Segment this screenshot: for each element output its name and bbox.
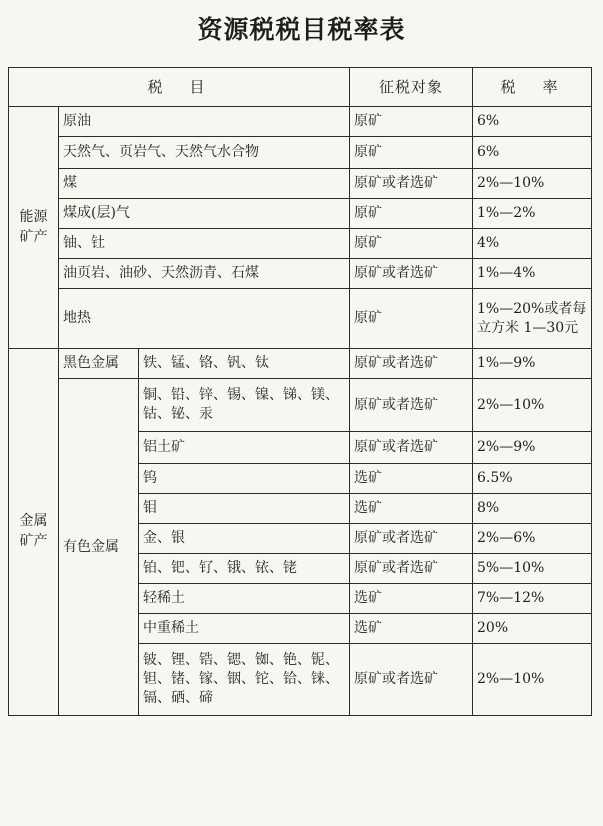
- category-energy: 能源 矿产: [9, 107, 59, 349]
- row-object: 原矿: [350, 289, 473, 349]
- table-row: [9, 199, 592, 229]
- row-rate: 1%—9%: [473, 349, 592, 379]
- row-item: 天然气、页岩气、天然气水合物: [59, 137, 350, 169]
- row-object: 原矿或者选矿: [350, 379, 473, 432]
- table-row: [9, 379, 592, 432]
- row-object: 选矿: [350, 584, 473, 614]
- row-object: 原矿: [350, 137, 473, 169]
- row-item: 煤: [59, 169, 350, 199]
- row-object: 原矿或者选矿: [350, 432, 473, 464]
- row-rate: 7%—12%: [473, 584, 592, 614]
- row-item: 铍、锂、锆、锶、铷、铯、铌、钽、锗、镓、铟、铊、铪、铼、镉、硒、碲: [139, 644, 350, 716]
- row-item: 铀、钍: [59, 229, 350, 259]
- row-rate: 2%—10%: [473, 379, 592, 432]
- row-rate: 1%—2%: [473, 199, 592, 229]
- subcategory-ferrous: 黑色金属: [59, 349, 139, 379]
- row-item: 金、银: [139, 524, 350, 554]
- row-item: 地热: [59, 289, 350, 349]
- row-item: 原油: [59, 107, 350, 137]
- row-rate: 2%—10%: [473, 169, 592, 199]
- row-item: 钨: [139, 464, 350, 494]
- row-object: 原矿或者选矿: [350, 524, 473, 554]
- page-title: 资源税税目税率表: [197, 15, 406, 44]
- header-item: 税 目: [9, 68, 350, 107]
- row-rate: 4%: [473, 229, 592, 259]
- row-rate: 6%: [473, 107, 592, 137]
- row-item: 钼: [139, 494, 350, 524]
- row-object: 原矿: [350, 229, 473, 259]
- row-rate: 1%—20%或者每立方米 1—30元: [473, 289, 592, 349]
- row-object: 原矿或者选矿: [350, 644, 473, 716]
- row-rate: 5%—10%: [473, 554, 592, 584]
- row-item: 铝土矿: [139, 432, 350, 464]
- row-item: 铂、钯、钌、锇、铱、铑: [139, 554, 350, 584]
- row-rate: 2%—10%: [473, 644, 592, 716]
- row-item: 铁、锰、铬、钒、钛: [139, 349, 350, 379]
- row-object: 原矿: [350, 199, 473, 229]
- subcategory-nonferrous: 有色金属: [59, 379, 139, 716]
- row-object: 原矿或者选矿: [350, 259, 473, 289]
- table-header-row: [9, 68, 592, 107]
- row-rate: 2%—6%: [473, 524, 592, 554]
- row-rate: 20%: [473, 614, 592, 644]
- row-rate: 8%: [473, 494, 592, 524]
- row-object: 选矿: [350, 464, 473, 494]
- row-object: 原矿: [350, 107, 473, 137]
- header-object: 征税对象: [350, 68, 473, 107]
- row-rate: 2%—9%: [473, 432, 592, 464]
- table-row: [9, 289, 592, 349]
- table-row: [9, 107, 592, 137]
- row-item: 油页岩、油砂、天然沥青、石煤: [59, 259, 350, 289]
- row-rate: 6.5%: [473, 464, 592, 494]
- row-object: 选矿: [350, 614, 473, 644]
- row-item: 煤成(层)气: [59, 199, 350, 229]
- row-object: 选矿: [350, 494, 473, 524]
- row-object: 原矿或者选矿: [350, 169, 473, 199]
- row-rate: 6%: [473, 137, 592, 169]
- table-row: [9, 137, 592, 169]
- row-rate: 1%—4%: [473, 259, 592, 289]
- table-row: [9, 229, 592, 259]
- table-row: [9, 169, 592, 199]
- table-row: [9, 349, 592, 379]
- row-item: 铜、铅、锌、锡、镍、锑、镁、钴、铋、汞: [139, 379, 350, 432]
- row-object: 原矿或者选矿: [350, 554, 473, 584]
- tax-rate-table: [8, 67, 592, 716]
- row-object: 原矿或者选矿: [350, 349, 473, 379]
- header-rate: 税 率: [473, 68, 592, 107]
- row-item: 中重稀土: [139, 614, 350, 644]
- row-item: 轻稀土: [139, 584, 350, 614]
- category-metal: 金属 矿产: [9, 349, 59, 716]
- table-row: [9, 259, 592, 289]
